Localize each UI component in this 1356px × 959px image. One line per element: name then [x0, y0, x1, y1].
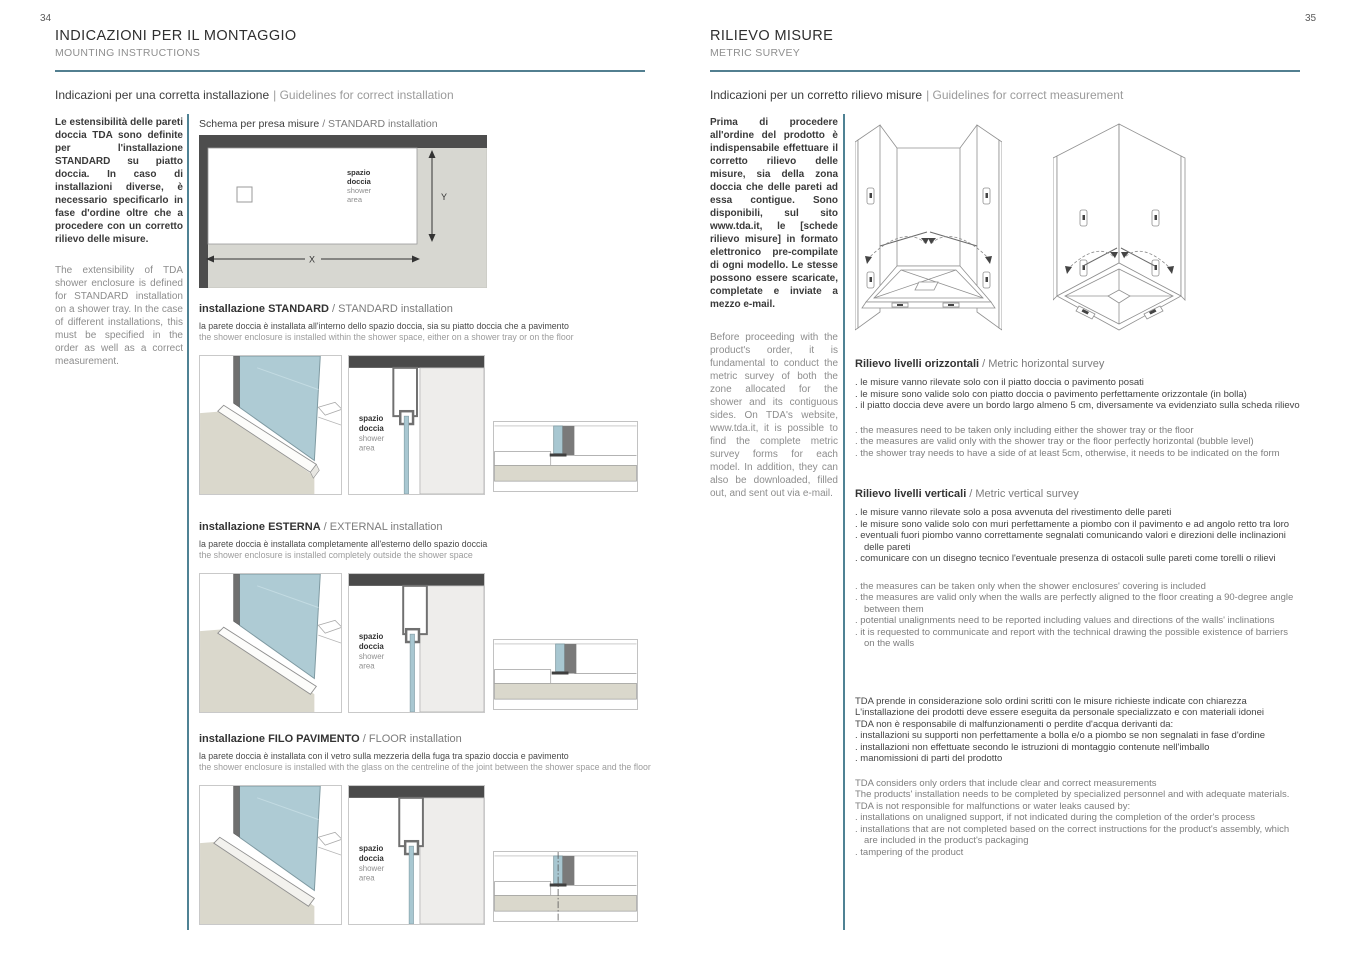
horizontal-heading-it: Rilievo livelli orizzontali: [855, 358, 980, 370]
bullet-item: . comunicare con un disegno tecnico l'eventuale presenza di ostacoli sulle pareti come torelli o rilievi: [855, 553, 1276, 564]
bullet-item: . il piatto doccia deve avere un bordo largo almeno 5 cm, diversamente va evidenziato sulla scheda rilievo: [855, 400, 1300, 411]
notes-bullet: . manomissioni di parti del prodotto: [855, 753, 1003, 764]
bullet-item: . eventuali fuori piombo vanno correttamente segnalati comunicando valori e direzioni delle inclinazioni delle pareti: [855, 530, 1286, 553]
horizontal-bullets-it: [855, 377, 1302, 412]
right-section-title-en: | Guidelines for correct measurement: [926, 88, 1124, 102]
vertical-heading-it: Rilievo livelli verticali: [855, 488, 967, 500]
order-notes-en: [855, 778, 1305, 859]
external-heading-en: / EXTERNAL installation: [323, 521, 443, 533]
bullet-item: . le misure sono valide solo con muri perfettamente a piombo con il pavimento e ad angolo retto tra loro: [855, 518, 1290, 530]
measurement-schema-drawing: [199, 135, 487, 288]
schema-label-doccia: doccia: [347, 177, 371, 186]
left-page-subtitle: MOUNTING INSTRUCTIONS: [55, 47, 201, 59]
plan-label-spazio: spazio: [358, 844, 384, 854]
left-header-rule: [55, 70, 645, 72]
standard-desc-it: la parete doccia è installata all'interno dello spazio doccia, sia su piatto doccia che a pavimento: [199, 321, 569, 331]
floor-heading-it: installazione FILO PAVIMENTO: [199, 733, 360, 745]
left-section-title-en: | Guidelines for correct installation: [273, 88, 454, 102]
bullet-item: . the measures are valid only when the walls are perfectly aligned to the floor creating a 90-degree angle between them: [855, 592, 1294, 615]
external-isometric-drawing: [199, 573, 342, 713]
bullet-item: . the measures need to be taken only including either the shower tray or the floor: [855, 424, 1194, 436]
x-dimension-label: X: [309, 254, 316, 265]
plan-label-area: area: [358, 873, 375, 883]
notes-line: TDA considers only orders that include clear and correct measurements: [855, 777, 1157, 789]
left-page-title: INDICAZIONI PER IL MONTAGGIO: [55, 28, 297, 44]
external-section-detail-drawing: [493, 639, 638, 710]
bullet-item: . potential unalignments need to be reported including values and directions of the walls' inclinations: [855, 615, 1275, 626]
plan-label-shower: shower: [358, 863, 385, 873]
notes-bullet: . tampering of the product: [855, 846, 964, 858]
floor-plan-schema: [199, 135, 487, 288]
plan-label-shower: shower: [358, 651, 385, 661]
standard-description: [199, 321, 651, 343]
floor-isometric-drawing: [199, 785, 342, 925]
vertical-bullets-it: [855, 507, 1295, 565]
external-heading-it: installazione ESTERNA: [199, 521, 321, 533]
left-page-header: [55, 28, 297, 59]
standard-heading-it: installazione STANDARD: [199, 303, 329, 315]
left-main-column: [199, 118, 651, 925]
floor-desc-en: the shower enclosure is installed with the glass on the centreline of the joint between the shower space and the floor: [199, 762, 651, 772]
notes-bullet: . installations that are not completed based on the correct instructions for the product's assembly, which are included in the product's packaging: [855, 823, 1290, 846]
standard-desc-en: the shower enclosure is installed within the shower space, either on a shower tray or on the floor: [199, 332, 574, 342]
left-sidebar-text-en: The extensibility of TDA shower enclosure is defined for STANDARD installation on a shower tray. In the case of different installations, this must be specified in the order as well as a correct measurement.: [55, 265, 183, 367]
schema-title-en: / STANDARD installation: [322, 118, 438, 130]
schema-title-it: Schema per presa misure: [199, 118, 320, 130]
horizontal-survey-heading: [855, 354, 1307, 372]
bullet-item: . the shower tray needs to have a side of at least 5cm, otherwise, it needs to be indicated on the form: [855, 447, 1280, 459]
standard-drawings-row: [199, 355, 651, 495]
bullet-item: . le misure sono valide solo con piatto doccia o pavimento perfettamente orizzontale (in bolla): [855, 388, 1247, 400]
y-dimension-label: Y: [441, 192, 448, 202]
external-heading: [199, 521, 651, 533]
schema-label-spazio: spazio: [347, 168, 371, 177]
bullet-item: . le misure vanno rilevate solo con il piatto doccia o pavimento posati: [855, 377, 1144, 388]
external-desc-en: the shower enclosure is installed completely outside the shower space: [199, 550, 473, 560]
plan-label-spazio: spazio: [358, 632, 384, 642]
standard-plan-drawing: [348, 355, 485, 495]
right-page-title: RILIEVO MISURE: [710, 28, 834, 44]
left-sidebar-divider: [187, 114, 189, 930]
horizontal-heading-en: / Metric horizontal survey: [982, 358, 1105, 370]
bullet-item: . the measures are valid only with the shower tray or the floor perfectly horizontal (bubble level): [855, 436, 1254, 447]
external-description: [199, 539, 651, 561]
right-sidebar-text-it: Prima di procedere all'ordine del prodotto è indispensabile effettuare il corretto rilievo delle misure, sia della zona doccia che delle pareti ad essa contigue. Sono disponibili, sul sito www.tda.it, le [schede rilievo misure] in formato elettronico pre-compilate di ogni modello. Le stesse possono essere scaricate, completate e inviate a mezzo e-mail.: [710, 117, 838, 310]
right-page-header: [710, 28, 833, 59]
notes-bullet: . installazioni non effettuate secondo le istruzioni di montaggio contenute nell'imballo: [855, 741, 1210, 753]
right-main-column: [855, 118, 1307, 858]
standard-section-detail-drawing: [493, 421, 638, 492]
plan-label-spazio: spazio: [358, 414, 384, 424]
horizontal-bullets-en: [855, 425, 1302, 460]
external-desc-it: la parete doccia è installata completamente all'esterno dello spazio doccia: [199, 539, 488, 549]
notes-line: L'installazione dei prodotti deve essere eseguita da personale specializzato e con materiali idonei: [855, 707, 1264, 718]
notes-line: TDA is not responsible for malfunctions or water leaks caused by:: [855, 800, 1131, 812]
standard-heading-en: / STANDARD installation: [331, 303, 453, 315]
right-header-rule: [710, 70, 1300, 72]
schema-title: [199, 118, 651, 130]
plan-label-doccia: doccia: [358, 641, 384, 651]
left-section-title: [55, 88, 454, 102]
floor-drawings-row: [199, 785, 651, 925]
page-number-right: 35: [1305, 13, 1317, 24]
schema-label-area: area: [347, 195, 363, 204]
standard-isometric-drawing: [199, 355, 342, 495]
page-number-left: 34: [40, 13, 52, 24]
floor-section-detail-drawing: [493, 851, 638, 922]
right-sidebar: [710, 116, 838, 500]
left-sidebar-text-it: Le estensibilità delle pareti doccia TDA sono definite per l'installazione STANDARD su piatto doccia. In caso di installazioni diverse, è necessario specificarlo in fase d'ordine oltre che a procedere con un corretto rilievo delle misure.: [55, 117, 183, 245]
notes-line: TDA prende in considerazione solo ordini scritti con le misure richieste indicate con chiarezza: [855, 695, 1247, 707]
right-section-title: [710, 88, 1123, 102]
standard-heading: [199, 303, 651, 315]
vertical-bullets-en: [855, 581, 1295, 650]
niche-walls-drawing: [855, 120, 1002, 334]
vertical-survey-heading: [855, 484, 1307, 502]
bullet-item: . the measures can be taken only when the shower enclosures' covering is included: [855, 580, 1206, 592]
right-sidebar-text-en: Before proceeding with the product's order, it is fundamental to conduct the metric survey of both the zone allocated for the shower and its contiguous sides. On TDA's website, www.tda.it, it is possible to find the complete metric survey forms for each model. In addition, they can also be downloaded, filled out, and sent out via e-mail.: [710, 332, 838, 499]
plan-label-shower: shower: [358, 433, 385, 443]
right-sidebar-divider: [843, 114, 845, 930]
right-section-title-it: Indicazioni per un corretto rilievo misure: [710, 88, 923, 102]
notes-bullet: . installazioni su supporti non perfettamente a bolla e/o a piombo se non segnalati in fase d'ordine: [855, 730, 1266, 741]
notes-bullet: . installations on unaligned support, if not indicated during the completion of the order's process: [855, 812, 1256, 823]
external-plan-drawing: [348, 573, 485, 713]
order-notes-it: [855, 696, 1305, 765]
floor-heading: [199, 733, 651, 745]
bullet-item: . le misure vanno rilevate solo a posa avvenuta del rivestimento delle pareti: [855, 507, 1172, 518]
external-drawings-row: [199, 573, 651, 713]
plan-label-doccia: doccia: [358, 853, 384, 863]
vertical-heading-en: / Metric vertical survey: [969, 488, 1079, 500]
floor-heading-en: / FLOOR installation: [362, 733, 462, 745]
corner-walls-drawing: [1053, 120, 1186, 345]
bullet-item: . it is requested to communicate and report with the technical drawing the possible existence of barriers on the walls: [855, 626, 1289, 649]
left-sidebar: [55, 116, 183, 368]
notes-line: The products' installation needs to be completed by specialized personnel and with adequate materials.: [855, 789, 1290, 800]
floor-description: [199, 751, 651, 773]
plan-label-area: area: [358, 661, 375, 671]
right-page-subtitle: METRIC SURVEY: [710, 47, 801, 59]
floor-desc-it: la parete doccia è installata con il vetro sulla mezzeria della fuga tra spazio doccia e pavimento: [199, 751, 569, 761]
schema-label-shower: shower: [347, 186, 372, 195]
floor-plan-drawing: [348, 785, 485, 925]
survey-drawings-row: [855, 118, 1307, 350]
notes-line: TDA non è responsabile di malfunzionamenti o perdite d'acqua derivanti da:: [855, 718, 1174, 730]
left-section-title-it: Indicazioni per una corretta installazione: [55, 88, 270, 102]
plan-label-area: area: [358, 443, 375, 453]
plan-label-doccia: doccia: [358, 423, 384, 433]
